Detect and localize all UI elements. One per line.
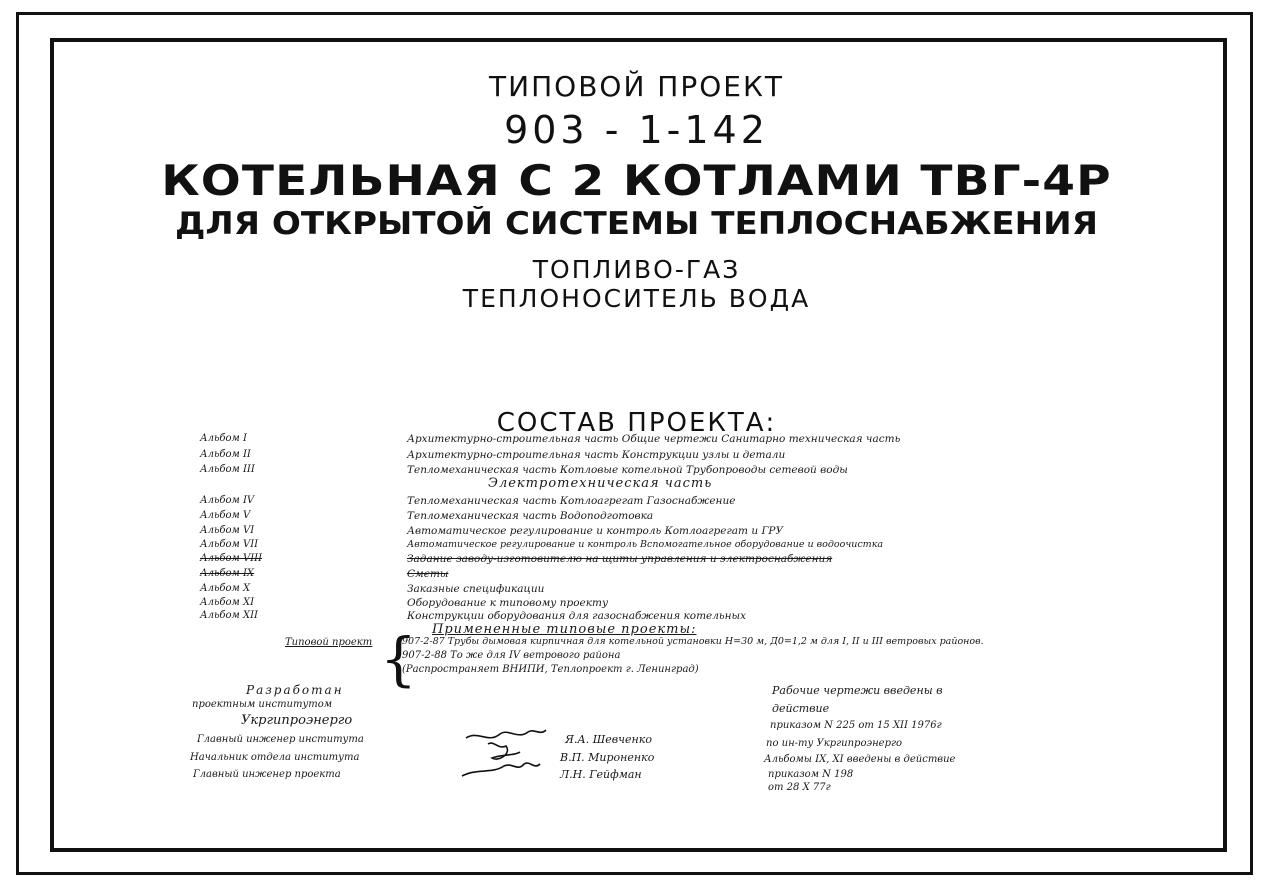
album-description: Автоматическое регулирование и контроль Вспомогательное оборудование и водоочистка [407, 539, 884, 550]
fuel-type: ТОПЛИВО-ГАЗ [532, 255, 741, 284]
applied-projects-heading: Примененные типовые проекты: [432, 622, 697, 637]
person-name: В.П. Мироненко [560, 751, 655, 764]
album-label: Альбом II [200, 449, 251, 460]
album-description: Архитектурно-строительная часть Общие чертежи Санитарно техническая часть [407, 433, 901, 445]
approval-line: от 28 X 77г [768, 782, 831, 793]
approval-line: действие [772, 702, 830, 715]
album-label: Альбом XI [200, 597, 255, 608]
approval-line: по ин-ту Укргипроэнерго [766, 738, 903, 749]
composition-title: СОСТАВ ПРОЕКТА: [496, 408, 777, 438]
album-description: Тепломеханическая часть Котловые котельной Трубопроводы сетевой воды [407, 464, 848, 476]
album-description: Автоматическое регулирование и контроль Котлоагрегат и ГРУ [407, 525, 784, 537]
album-label: Альбом V [200, 510, 251, 521]
album-label: Альбом VIII [200, 553, 263, 564]
album-label: Альбом VII [200, 539, 259, 550]
applied-project-line: (Распространяет ВНИПИ, Теплопроект г. Ленинград) [402, 664, 699, 675]
approval-line: Альбомы IX, XI введены в действие [764, 754, 956, 765]
approval-line: Рабочие чертежи введены в [772, 684, 943, 697]
album-description: Сметы [407, 568, 449, 580]
role-label: Главный инженер института [197, 734, 364, 745]
album-description: Заказные спецификации [407, 583, 545, 595]
project-title-line1: КОТЕЛЬНАЯ С 2 КОТЛАМИ ТВГ-4Р [161, 156, 1112, 205]
developed-label: Разработан [246, 683, 344, 697]
person-name: Я.А. Шевченко [565, 733, 652, 746]
album-description: Архитектурно-строительная часть Конструкции узлы и детали [407, 449, 786, 461]
applied-project-line: 907-2-87 Трубы дымовая кирпичная для котельной установки Н=30 м, Д0=1,2 м для I, II и III ветровых районов. [402, 636, 984, 647]
album-description: Тепломеханическая часть Котлоагрегат Газоснабжение [407, 495, 736, 507]
person-name: Л.Н. Гейфман [560, 768, 642, 781]
album-description: Задание заводу-изготовителю на щиты управления и электроснабжения [407, 553, 833, 565]
developed-by-label: проектным институтом [192, 699, 333, 710]
album-label: Альбом III [200, 464, 255, 475]
album-label: Альбом IX [200, 568, 255, 579]
project-type: ТИПОВОЙ ПРОЕКТ [489, 70, 784, 103]
album-description: Оборудование к типовому проекту [407, 597, 609, 609]
album-label: Альбом I [200, 433, 247, 444]
heat-carrier: ТЕПЛОНОСИТЕЛЬ ВОДА [462, 284, 811, 313]
signature-marks [458, 724, 558, 784]
role-label: Главный инженер проекта [193, 769, 341, 780]
album-description: Электротехническая часть [488, 476, 713, 491]
album-label: Альбом XII [200, 610, 258, 621]
project-code: 903 - 1-142 [504, 108, 769, 152]
album-description: Тепломеханическая часть Водоподготовка [407, 510, 654, 522]
applied-project-line: 907-2-88 То же для IV ветрового района [402, 650, 621, 661]
album-label: Альбом VI [200, 525, 255, 536]
role-label: Начальник отдела института [190, 752, 360, 763]
approval-line: приказом N 225 от 15 XII 1976г [770, 720, 942, 731]
album-label: Альбом IV [200, 495, 255, 506]
institute-name: Укргипроэнерго [241, 713, 353, 728]
approval-line: приказом N 198 [768, 769, 854, 780]
project-title-line2: ДЛЯ ОТКРЫТОЙ СИСТЕМЫ ТЕПЛОСНАБЖЕНИЯ [175, 206, 1098, 242]
brace-mark: { [380, 625, 417, 693]
album-description: Конструкции оборудования для газоснабжения котельных [407, 610, 747, 622]
applied-projects-label: Типовой проект [285, 637, 373, 648]
album-label: Альбом X [200, 583, 251, 594]
